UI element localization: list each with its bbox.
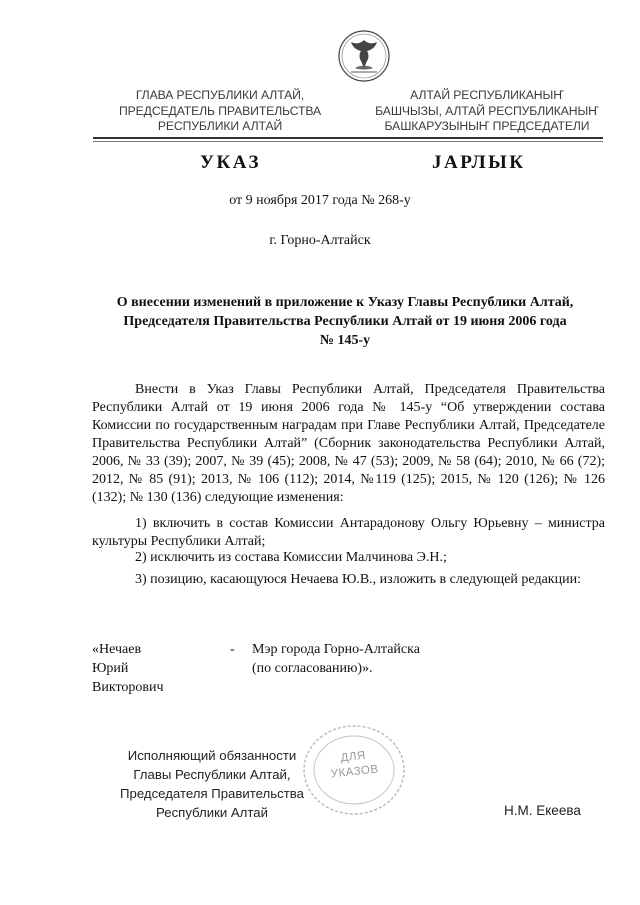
entry-position	[252, 640, 420, 678]
city-line: г. Горно-Алтайск	[269, 233, 371, 248]
paragraph-intro: Внести в Указ Главы Республики Алтай, Председателя Правительства Республики Алтай от 19 июня 2006 года № 145-у “Об утверждении состава Комиссии по государственным наградам при Главе Республики Алтай, Председателе Правительства Республики Алтай” (Сборник законодательства Республики Алтай, 2006, № 33 (39); 2007, № 39 (45); 2008, № 47 (53); 2009, № 58 (64); 2010, № 66 (72); 2012, № 85 (91); 2013, № 106 (112); 2014, №119 (125); 2015, № 120 (126); № 126 (132); № 130 (136) следующие изменения:	[92, 382, 605, 505]
coat-of-arms-icon	[333, 28, 395, 84]
signatory-title	[112, 746, 312, 822]
header-right-line: БАШЧЫЗЫ, АЛТАЙ РЕСПУБЛИКАНЫҤ	[375, 103, 599, 118]
paragraph-item-1: 1) включить в состав Комиссии Антарадонову Ольгу Юрьевну – министра культуры Республики Алтай;	[92, 516, 605, 549]
signatory-title-line: Республики Алтай	[156, 805, 268, 820]
entry-position-line: (по согласованию)».	[252, 661, 373, 676]
entry-position-line: Мэр города Горно-Алтайска	[252, 642, 420, 657]
header-right-line: АЛТАЙ РЕСПУБЛИКАНЫҤ	[410, 88, 564, 102]
entry-name	[92, 640, 164, 697]
entry-name-line: «Нечаев	[92, 642, 142, 657]
document-title	[95, 293, 595, 350]
doc-type-ru: УКАЗ	[200, 152, 261, 173]
stamp-line: УКАЗОВ	[330, 763, 380, 781]
paragraph-item-2: 2) исключить из состава Комиссии Малчинова Э.Н.;	[135, 550, 447, 565]
header-left	[100, 88, 340, 135]
header-left-line: ПРЕДСЕДАТЕЛЬ ПРАВИТЕЛЬСТВА	[118, 103, 322, 118]
entry-name-line: Викторович	[92, 680, 164, 695]
date-line: от 9 ноября 2017 года № 268-у	[229, 193, 411, 208]
header-rule-thin	[93, 141, 603, 142]
paragraph-item-3: 3) позицию, касающуюся Нечаева Ю.В., изложить в следующей редакции:	[135, 572, 581, 587]
title-line: О внесении изменений в приложение к Указу Главы Республики Алтай,	[116, 295, 574, 310]
title-line: № 145-у	[319, 333, 371, 348]
doc-type-alt: ЈАРЛЫК	[432, 152, 526, 173]
signer-name: Н.М. Екеева	[504, 803, 581, 818]
header-rule	[93, 137, 603, 139]
stamp	[298, 720, 410, 820]
header-left-line: РЕСПУБЛИКИ АЛТАЙ	[157, 119, 283, 133]
title-line: Председателя Правительства Республики Алтай от 19 июня 2006 года	[123, 314, 567, 329]
header-right	[362, 88, 612, 135]
header-left-line: ГЛАВА РЕСПУБЛИКИ АЛТАЙ,	[135, 88, 305, 102]
entry-dash: -	[230, 642, 235, 657]
entry-name-line: Юрий	[92, 661, 129, 676]
header-right-line: БАШКАРУЗЫНЫҤ ПРЕДСЕДАТЕЛИ	[384, 119, 590, 133]
stamp-line: ДЛЯ	[340, 749, 367, 765]
signatory-title-line: Главы Республики Алтай,	[133, 767, 291, 782]
signatory-title-line: Председателя Правительства	[120, 786, 304, 801]
signatory-title-line: Исполняющий обязанности	[127, 748, 297, 763]
